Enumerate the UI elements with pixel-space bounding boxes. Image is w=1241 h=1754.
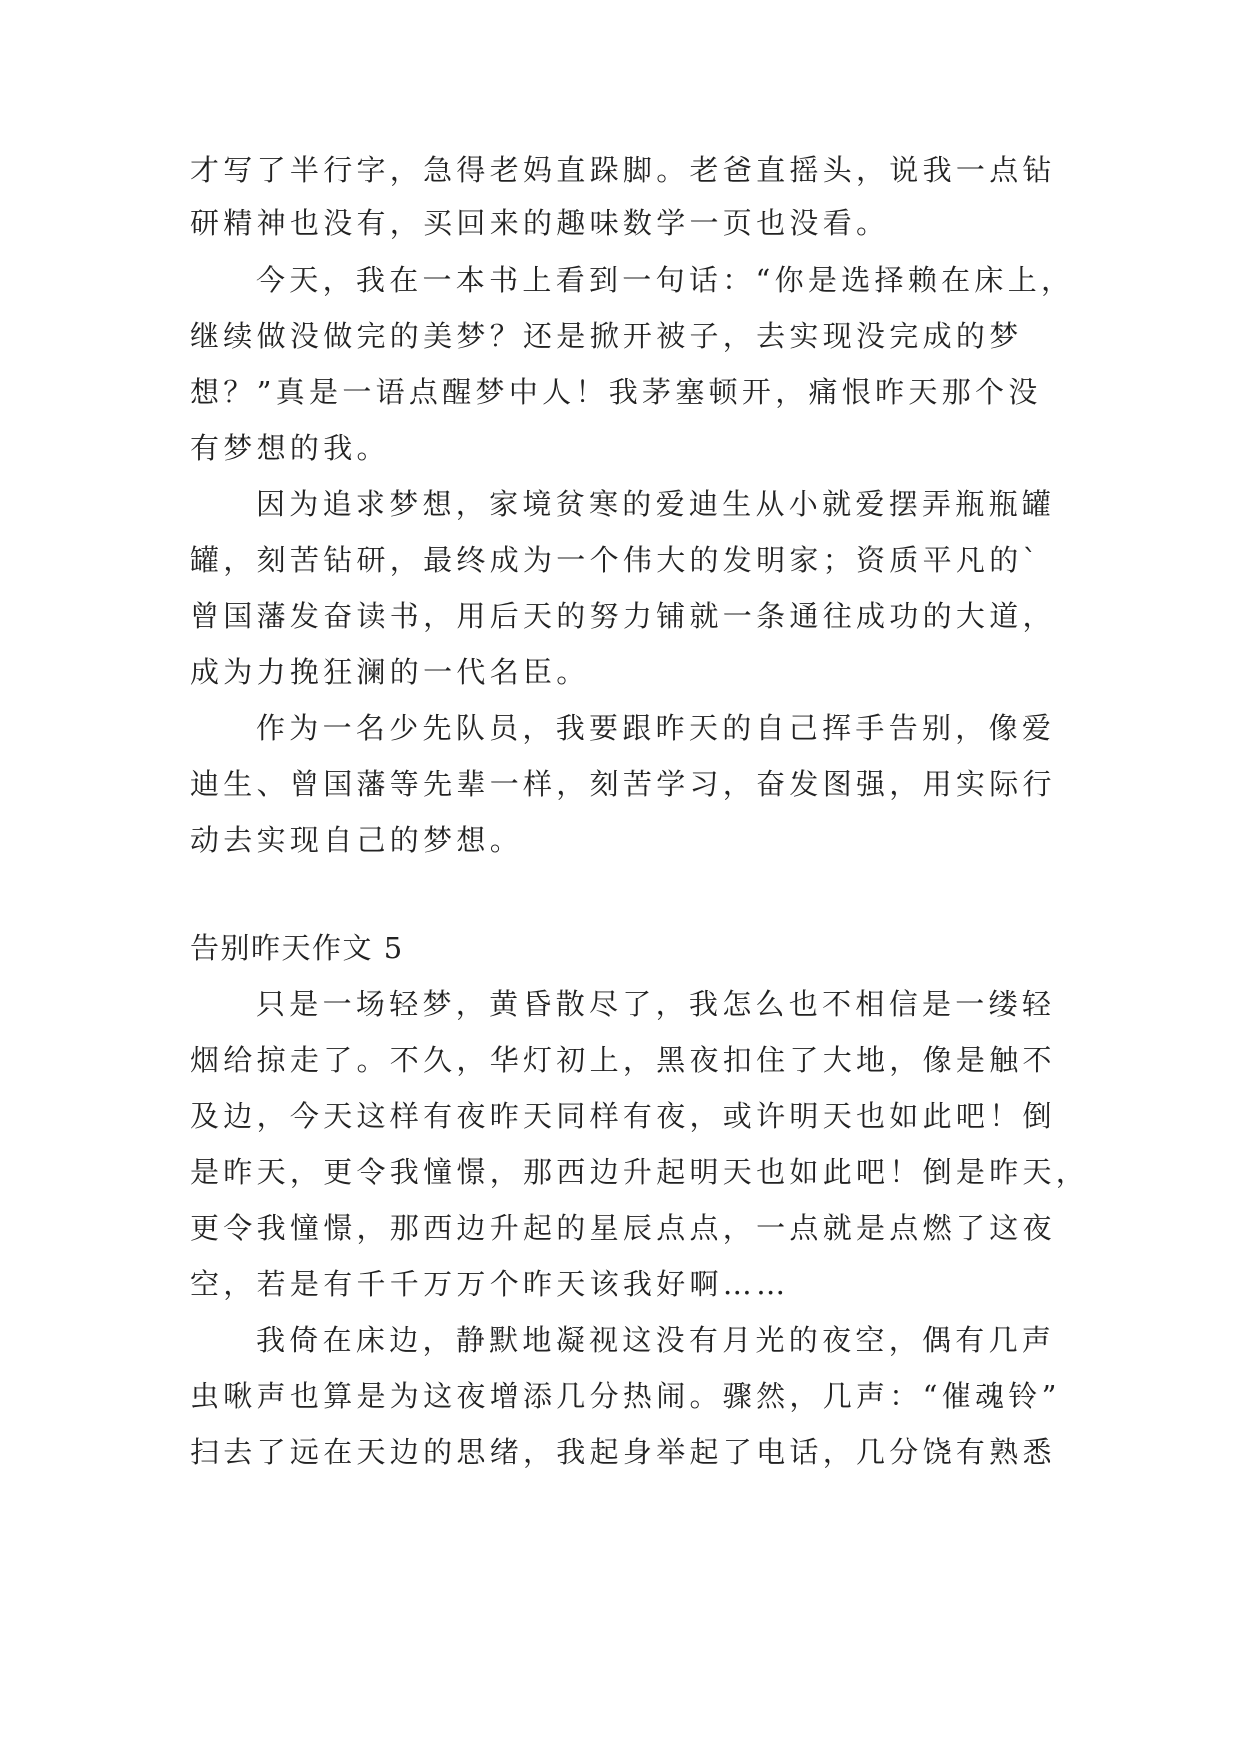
text-line: 更令我憧憬，那西边升起的星辰点点，一点就是点燃了这夜	[190, 1211, 1056, 1245]
text-line: 想？”真是一语点醒梦中人！我茅塞顿开，痛恨昨天那个没	[190, 375, 1042, 409]
text-line: 才写了半行字，急得老妈直跺脚。老爸直摇头，说我一点钻	[190, 153, 1056, 187]
text-line: 是昨天，更令我憧憬，那西边升起明天也如此吧！倒是昨天，	[190, 1155, 1090, 1189]
text-line: 因为追求梦想，家境贫寒的爱迪生从小就爱摆弄瓶瓶罐	[256, 487, 1056, 521]
text-line: 研精神也没有，买回来的趣味数学一页也没看。	[190, 206, 890, 240]
text-line: 烟给掠走了。不久，华灯初上，黑夜扣住了大地，像是触不	[190, 1043, 1056, 1077]
text-line: 迪生、曾国藩等先辈一样，刻苦学习，奋发图强，用实际行	[190, 767, 1056, 801]
text-line: 今天，我在一本书上看到一句话：“你是选择赖在床上，	[256, 263, 1075, 297]
text-line: 继续做没做完的美梦？还是掀开被子，去实现没完成的梦	[190, 319, 1023, 353]
section-heading: 告别昨天作文 5	[190, 931, 404, 965]
text-line: 我倚在床边，静默地凝视这没有月光的夜空，偶有几声	[256, 1323, 1056, 1357]
text-line: 扫去了远在天边的思绪，我起身举起了电话，几分饶有熟悉	[190, 1435, 1056, 1469]
text-line: 只是一场轻梦，黄昏散尽了，我怎么也不相信是一缕轻	[256, 987, 1056, 1021]
text-line: 作为一名少先队员，我要跟昨天的自己挥手告别，像爱	[256, 711, 1056, 745]
text-line: 罐，刻苦钻研，最终成为一个伟大的发明家；资质平凡的`	[190, 543, 1042, 577]
text-line: 有梦想的我。	[190, 431, 390, 465]
text-line: 虫啾声也算是为这夜增添几分热闹。骤然，几声：“催魂铃”	[190, 1379, 1061, 1413]
text-line: 成为力挽狂澜的一代名臣。	[190, 655, 590, 689]
text-line: 及边，今天这样有夜昨天同样有夜，或许明天也如此吧！倒	[190, 1099, 1056, 1133]
text-line: 空，若是有千千万万个昨天该我好啊……	[190, 1267, 790, 1301]
text-line: 动去实现自己的梦想。	[190, 823, 524, 857]
text-line: 曾国藩发奋读书，用后天的努力铺就一条通往成功的大道，	[190, 599, 1056, 633]
